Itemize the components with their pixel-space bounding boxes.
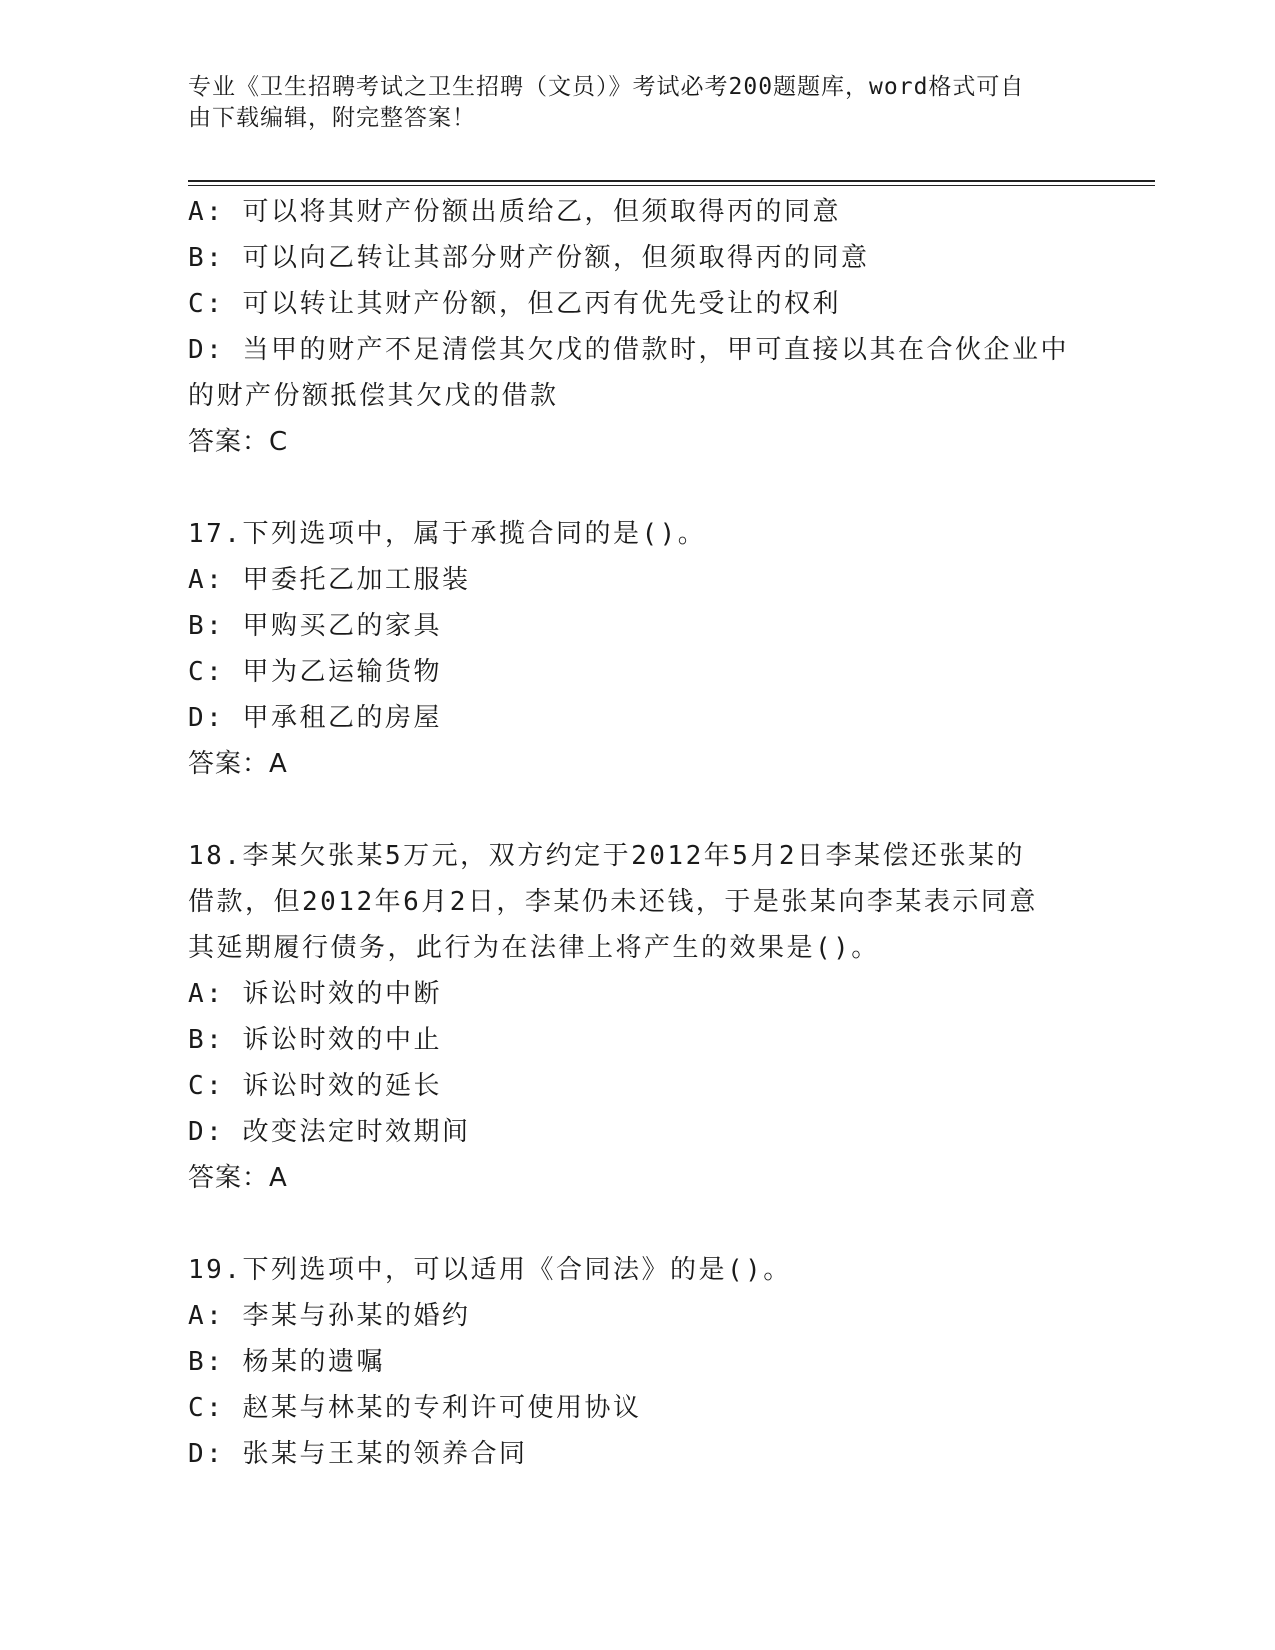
option-b: B: 可以向乙转让其部分财产份额，但须取得丙的同意	[188, 243, 870, 273]
option-a: A: 诉讼时效的中断	[188, 979, 442, 1009]
question-stem-line-1: 18.李某欠张某5万元，双方约定于2012年5月2日李某偿还张某的	[188, 841, 1026, 871]
answer-label: 答案：A	[188, 1163, 288, 1193]
question-list	[188, 189, 1088, 1477]
option-c: C: 甲为乙运输货物	[188, 657, 442, 687]
document-header	[188, 72, 1068, 134]
option-d-line-1: D: 当甲的财产不足清偿其欠戊的借款时，甲可直接以其在合伙企业中	[188, 335, 1069, 365]
option-b: B: 甲购买乙的家具	[188, 611, 442, 641]
header-divider-thin	[188, 185, 1155, 186]
answer-label: 答案：A	[188, 749, 288, 779]
previous-question-block	[188, 189, 1088, 465]
question-stem: 19.下列选项中，可以适用《合同法》的是()。	[188, 1255, 792, 1285]
option-d-line-2: 的财产份额抵偿其欠戊的借款	[188, 381, 559, 411]
option-a: A: 李某与孙某的婚约	[188, 1301, 471, 1331]
question-stem-line-3: 其延期履行债务，此行为在法律上将产生的效果是()。	[188, 933, 880, 963]
header-divider-thick	[188, 180, 1155, 182]
question-stem: 17.下列选项中，属于承揽合同的是()。	[188, 519, 707, 549]
option-a: A: 可以将其财产份额出质给乙，但须取得丙的同意	[188, 197, 841, 227]
header-line-1: 专业《卫生招聘考试之卫生招聘（文员）》考试必考200题题库，word格式可自	[188, 74, 1025, 100]
option-c: C: 赵某与林某的专利许可使用协议	[188, 1393, 642, 1423]
option-d: D: 改变法定时效期间	[188, 1117, 471, 1147]
header-line-2: 由下载编辑，附完整答案！	[188, 105, 476, 131]
question-18-block	[188, 833, 1088, 1201]
question-stem-line-2: 借款，但2012年6月2日，李某仍未还钱，于是张某向李某表示同意	[188, 887, 1038, 917]
option-d: D: 甲承租乙的房屋	[188, 703, 442, 733]
answer-label: 答案：C	[188, 427, 289, 457]
option-b: B: 诉讼时效的中止	[188, 1025, 442, 1055]
question-17-block	[188, 511, 1088, 787]
option-c: C: 可以转让其财产份额，但乙丙有优先受让的权利	[188, 289, 841, 319]
question-19-block	[188, 1247, 1088, 1477]
option-a: A: 甲委托乙加工服装	[188, 565, 471, 595]
option-c: C: 诉讼时效的延长	[188, 1071, 442, 1101]
option-b: B: 杨某的遗嘱	[188, 1347, 385, 1377]
option-d: D: 张某与王某的领养合同	[188, 1439, 528, 1469]
